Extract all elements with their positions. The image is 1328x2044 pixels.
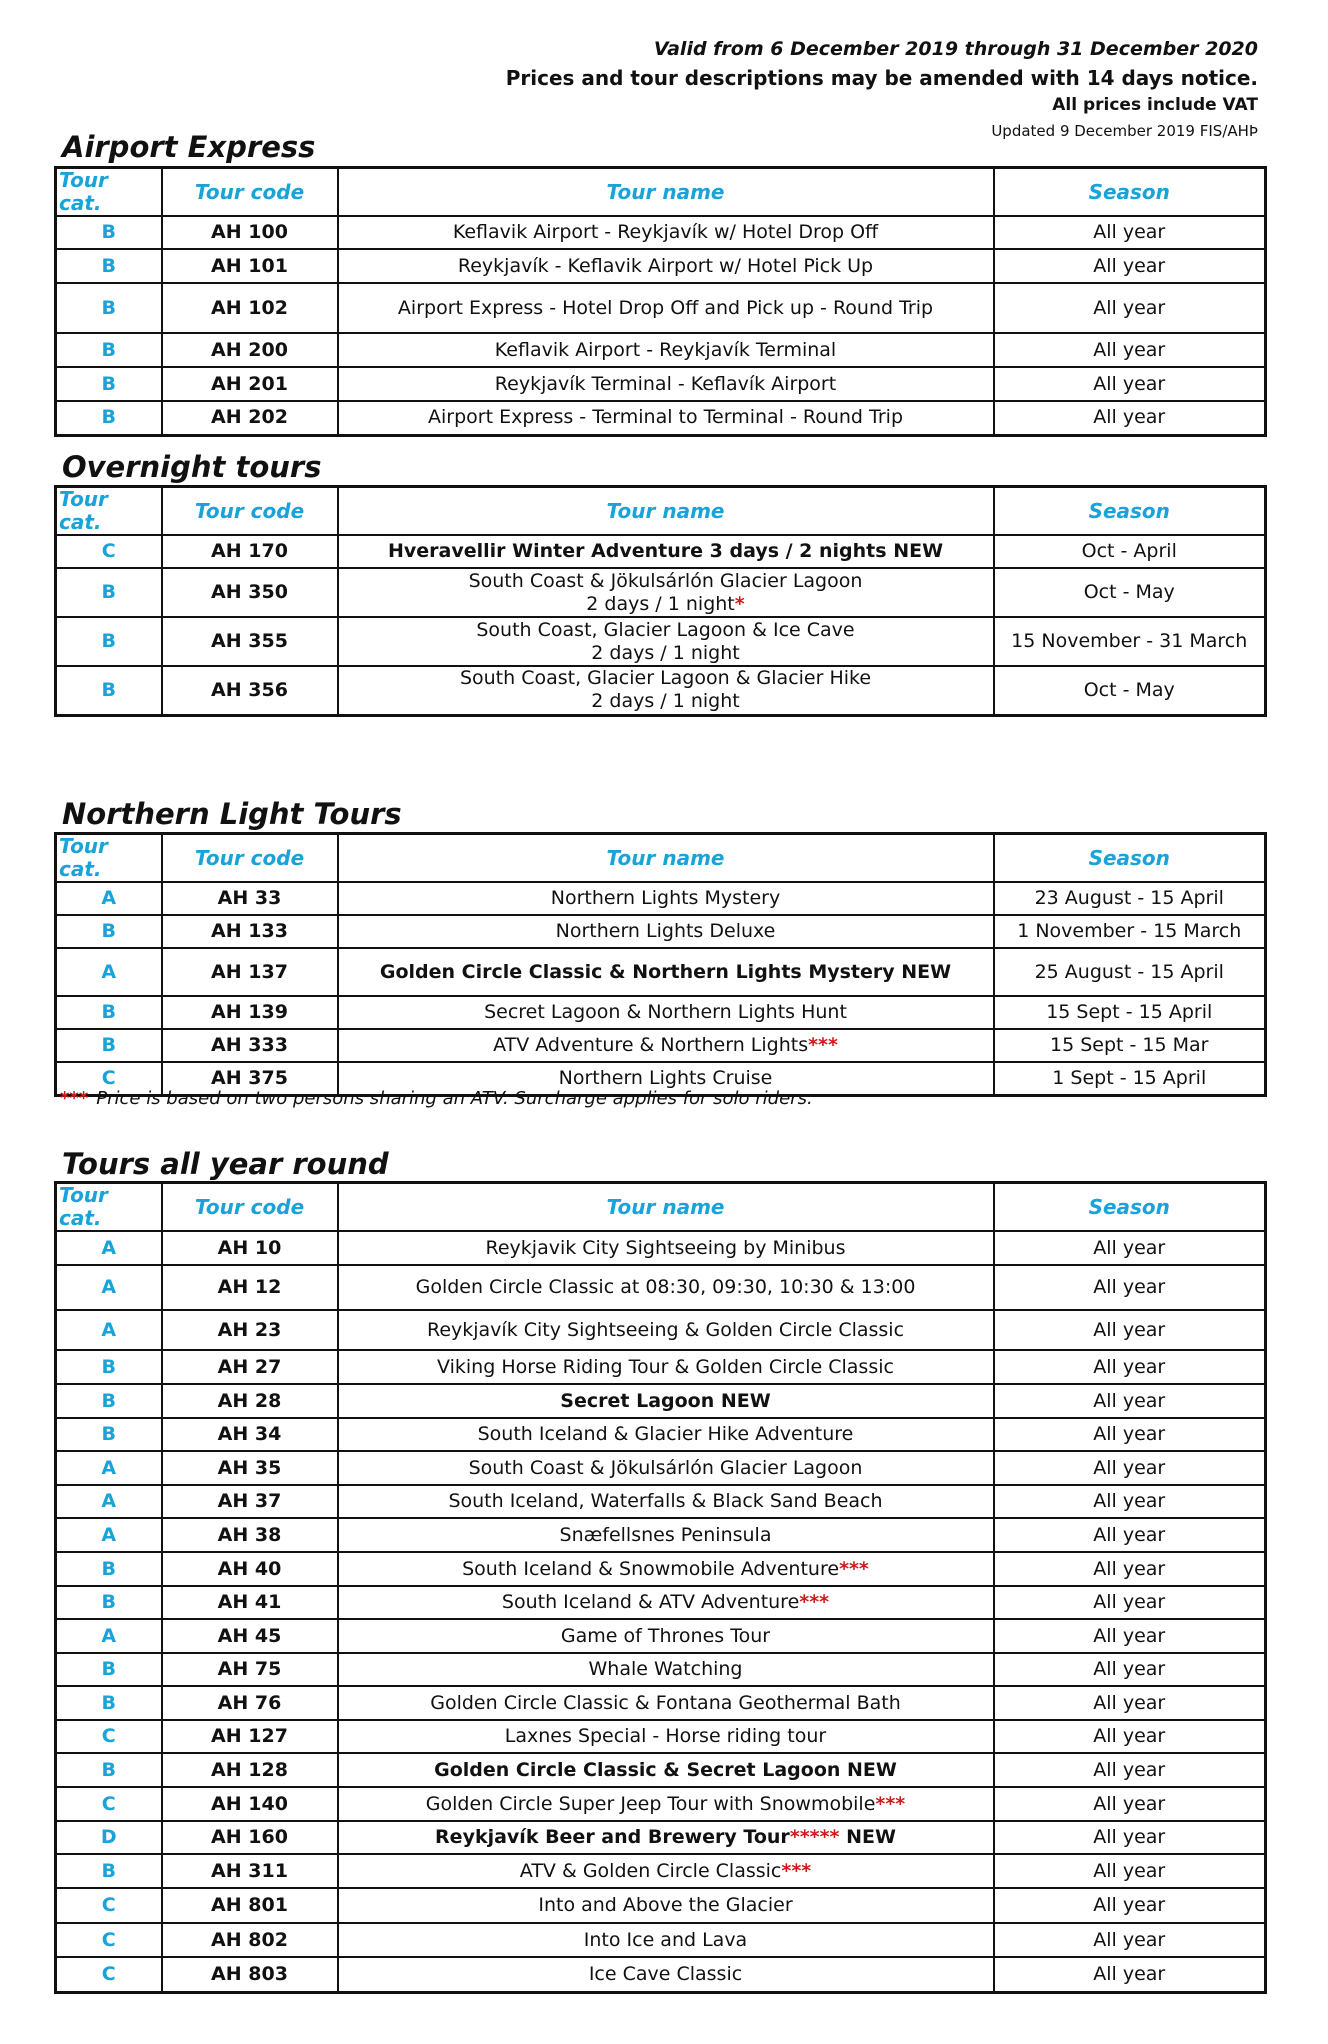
northern-light-tours-table — [54, 832, 1267, 1097]
tour-season: 15 Sept - 15 April — [994, 996, 1266, 1029]
tour-name-cell — [338, 1854, 994, 1888]
tour-code: AH 28 — [162, 1384, 338, 1418]
tour-season: All year — [994, 1485, 1266, 1518]
tour-name: ATV Adventure & Northern Lights — [493, 1034, 809, 1056]
table-row — [56, 1384, 1266, 1418]
footnote-marker: ***** — [789, 1826, 840, 1848]
tour-name: Golden Circle Super Jeep Tour with Snowmobile — [425, 1792, 876, 1815]
tour-name: Reykjavik City Sightseeing by Minibus — [338, 1231, 994, 1265]
table-row — [56, 1821, 1266, 1854]
tour-name-cell — [338, 666, 994, 715]
tour-code: AH 75 — [162, 1653, 338, 1686]
tour-code: AH 802 — [162, 1923, 338, 1957]
tour-code: AH 801 — [162, 1888, 338, 1923]
table-row — [56, 1653, 1266, 1686]
tour-category: B — [56, 1586, 162, 1619]
table-header-row — [56, 487, 1266, 536]
table-row — [56, 1619, 1266, 1653]
tour-category: B — [56, 617, 162, 666]
tour-category: C — [56, 1787, 162, 1821]
tour-duration — [343, 593, 989, 616]
section-title-tours-all-year-round: Tours all year round — [62, 1147, 389, 1181]
footnote-marker: *** — [781, 1859, 812, 1882]
tour-name: South Coast, Glacier Lagoon & Glacier Hike — [459, 667, 872, 690]
tour-name: Golden Circle Classic at 08:30, 09:30, 10:30 & 13:00 — [338, 1265, 994, 1310]
tour-season: 1 November - 15 March — [994, 915, 1266, 948]
tour-name: Into and Above the Glacier — [338, 1888, 994, 1923]
column-header-season: Season — [994, 834, 1266, 883]
tour-season: 15 Sept - 15 Mar — [994, 1029, 1266, 1062]
column-header-season: Season — [994, 487, 1266, 536]
tour-name: South Iceland & Snowmobile Adventure — [462, 1557, 840, 1580]
table-row — [56, 1586, 1266, 1619]
column-header-tour-code: Tour code — [162, 834, 338, 883]
tour-category: C — [56, 1923, 162, 1957]
tour-code: AH 140 — [162, 1787, 338, 1821]
tour-category: B — [56, 1854, 162, 1888]
tour-name: Into Ice and Lava — [338, 1923, 994, 1957]
tour-category: B — [56, 283, 162, 333]
tour-name: South Iceland & Glacier Hike Adventure — [338, 1418, 994, 1451]
tour-code: AH 34 — [162, 1418, 338, 1451]
overnight-tours-table — [54, 485, 1267, 717]
tour-name: Hveravellir Winter Adventure 3 days / 2 nights NEW — [338, 535, 994, 568]
table-row — [56, 216, 1266, 249]
tour-season: All year — [994, 1451, 1266, 1485]
table-row — [56, 617, 1266, 666]
table-row — [56, 1265, 1266, 1310]
tour-code: AH 128 — [162, 1753, 338, 1787]
tour-category: B — [56, 915, 162, 948]
tour-code: AH 35 — [162, 1451, 338, 1485]
table-row — [56, 1552, 1266, 1586]
table-row — [56, 1418, 1266, 1451]
tour-category: C — [56, 535, 162, 568]
tour-season: All year — [994, 1310, 1266, 1350]
tour-code: AH 133 — [162, 915, 338, 948]
table-row — [56, 1753, 1266, 1787]
tour-season: 25 August - 15 April — [994, 948, 1266, 996]
new-badge: NEW — [839, 1826, 896, 1848]
airport-express-table — [54, 166, 1267, 437]
tour-name: Reykjavík Terminal - Keflavík Airport — [338, 367, 994, 401]
tour-code: AH 170 — [162, 535, 338, 568]
tour-season: All year — [994, 1552, 1266, 1586]
tour-code: AH 356 — [162, 666, 338, 715]
tour-name: Viking Horse Riding Tour & Golden Circle Classic — [338, 1350, 994, 1384]
tour-code: AH 45 — [162, 1619, 338, 1653]
tour-season: All year — [994, 1231, 1266, 1265]
tour-name: South Coast & Jökulsárlón Glacier Lagoon — [338, 1451, 994, 1485]
tour-season: All year — [994, 1619, 1266, 1653]
tour-code: AH 27 — [162, 1350, 338, 1384]
tour-category: D — [56, 1821, 162, 1854]
column-header-tour-code: Tour code — [162, 487, 338, 536]
column-header-season: Season — [994, 1183, 1266, 1232]
column-header-tour-name: Tour name — [338, 487, 994, 536]
tour-category: A — [56, 1619, 162, 1653]
column-header-tour-code: Tour code — [162, 168, 338, 217]
tour-name: Whale Watching — [338, 1653, 994, 1686]
column-header-tour-name: Tour name — [338, 168, 994, 217]
tour-category: A — [56, 882, 162, 915]
tour-code: AH 127 — [162, 1720, 338, 1753]
tour-category: B — [56, 1384, 162, 1418]
tour-category: A — [56, 1265, 162, 1310]
tour-category: A — [56, 1231, 162, 1265]
table-row — [56, 333, 1266, 367]
tour-category: B — [56, 666, 162, 715]
tour-code: AH 202 — [162, 401, 338, 435]
tour-category: B — [56, 1552, 162, 1586]
tour-name-cell — [338, 617, 994, 666]
tour-name: Airport Express - Hotel Drop Off and Pick up - Round Trip — [338, 283, 994, 333]
tour-season: All year — [994, 1586, 1266, 1619]
table-row — [56, 1451, 1266, 1485]
tour-code: AH 33 — [162, 882, 338, 915]
section-title-northern-light-tours: Northern Light Tours — [62, 797, 402, 831]
tour-category: B — [56, 996, 162, 1029]
tour-duration: 2 days / 1 night — [591, 641, 740, 664]
table-row — [56, 1310, 1266, 1350]
tour-season: All year — [994, 1888, 1266, 1923]
tour-name: South Iceland, Waterfalls & Black Sand Beach — [338, 1485, 994, 1518]
tour-season: 15 November - 31 March — [994, 617, 1266, 666]
tour-category: A — [56, 948, 162, 996]
table-row — [56, 948, 1266, 996]
tour-category: B — [56, 568, 162, 617]
tour-code: AH 375 — [162, 1062, 338, 1095]
table-header-row — [56, 1183, 1266, 1232]
tour-name: Airport Express - Terminal to Terminal - Round Trip — [338, 401, 994, 435]
table-row — [56, 401, 1266, 435]
column-header-tour-cat: Tour cat. — [56, 168, 162, 217]
table-row — [56, 996, 1266, 1029]
tour-code: AH 41 — [162, 1586, 338, 1619]
tour-season: All year — [994, 249, 1266, 283]
tour-name: South Coast, Glacier Lagoon & Ice Cave — [476, 618, 855, 641]
tour-season: All year — [994, 1753, 1266, 1787]
column-header-tour-cat: Tour cat. — [56, 834, 162, 883]
tour-code: AH 350 — [162, 568, 338, 617]
tour-season: All year — [994, 333, 1266, 367]
tour-season: Oct - April — [994, 535, 1266, 568]
tour-name-cell — [338, 1586, 994, 1619]
tour-season: 1 Sept - 15 April — [994, 1062, 1266, 1095]
tour-category: B — [56, 216, 162, 249]
table-row — [56, 1787, 1266, 1821]
tour-category: B — [56, 1753, 162, 1787]
tour-name-cell — [338, 1029, 994, 1062]
tour-name-cell — [338, 1821, 994, 1854]
table-row — [56, 1029, 1266, 1062]
tour-season: All year — [994, 1418, 1266, 1451]
tour-category: B — [56, 1686, 162, 1720]
footnote-marker: *** — [808, 1034, 838, 1056]
atv-price-footnote — [60, 1088, 813, 1109]
tour-name: Ice Cave Classic — [338, 1957, 994, 1992]
validity-period: Valid from 6 December 2019 through 31 December 2020 — [653, 38, 1258, 60]
tour-code: AH 38 — [162, 1518, 338, 1552]
tour-category: C — [56, 1720, 162, 1753]
tour-name: Secret Lagoon NEW — [338, 1384, 994, 1418]
tour-code: AH 160 — [162, 1821, 338, 1854]
tour-season: All year — [994, 1923, 1266, 1957]
tour-code: AH 102 — [162, 283, 338, 333]
tour-season: All year — [994, 1686, 1266, 1720]
table-row — [56, 1854, 1266, 1888]
tour-code: AH 311 — [162, 1854, 338, 1888]
tour-name-cell — [338, 568, 994, 617]
tour-season: All year — [994, 1787, 1266, 1821]
table-row — [56, 1350, 1266, 1384]
table-row — [56, 568, 1266, 617]
tour-season: All year — [994, 283, 1266, 333]
table-row — [56, 1686, 1266, 1720]
footnote-marker: *** — [799, 1591, 830, 1613]
tour-code: AH 201 — [162, 367, 338, 401]
tour-duration-text: 2 days / 1 night — [586, 592, 735, 615]
table-row — [56, 1720, 1266, 1753]
table-row — [56, 535, 1266, 568]
footnote-marker: *** — [875, 1792, 906, 1815]
tour-category: C — [56, 1957, 162, 1992]
tour-code: AH 12 — [162, 1265, 338, 1310]
tour-category: A — [56, 1485, 162, 1518]
tour-code: AH 139 — [162, 996, 338, 1029]
tour-season: All year — [994, 216, 1266, 249]
tour-season: All year — [994, 1384, 1266, 1418]
tour-category: B — [56, 1029, 162, 1062]
table-row — [56, 1888, 1266, 1923]
tour-category: B — [56, 249, 162, 283]
tour-code: AH 355 — [162, 617, 338, 666]
tour-code: AH 76 — [162, 1686, 338, 1720]
tour-name: Reykjavík City Sightseeing & Golden Circle Classic — [338, 1310, 994, 1350]
tour-name: South Iceland & ATV Adventure — [501, 1591, 800, 1613]
tour-code: AH 333 — [162, 1029, 338, 1062]
column-header-tour-name: Tour name — [338, 834, 994, 883]
tour-season: Oct - May — [994, 568, 1266, 617]
column-header-season: Season — [994, 168, 1266, 217]
tour-season: All year — [994, 1854, 1266, 1888]
section-title-airport-express: Airport Express — [62, 130, 316, 164]
tour-code: AH 137 — [162, 948, 338, 996]
tour-category: B — [56, 333, 162, 367]
amendment-notice: Prices and tour descriptions may be amended with 14 days notice. — [505, 66, 1258, 90]
tour-code: AH 37 — [162, 1485, 338, 1518]
tour-category: C — [56, 1888, 162, 1923]
table-row — [56, 1518, 1266, 1552]
table-row — [56, 915, 1266, 948]
tour-name: Game of Thrones Tour — [338, 1619, 994, 1653]
tour-code: AH 101 — [162, 249, 338, 283]
tour-season: All year — [994, 1821, 1266, 1854]
tour-category: A — [56, 1451, 162, 1485]
footnote-marker: * — [734, 592, 745, 615]
tour-name-cell — [338, 1787, 994, 1821]
tour-category: A — [56, 1310, 162, 1350]
tour-season: All year — [994, 1720, 1266, 1753]
table-row — [56, 283, 1266, 333]
tour-name: Reykjavík Beer and Brewery Tour — [435, 1826, 790, 1848]
updated-date: Updated 9 December 2019 FIS/AHÞ — [991, 122, 1258, 140]
tour-name: Golden Circle Classic & Secret Lagoon NEW — [338, 1753, 994, 1787]
tour-code: AH 803 — [162, 1957, 338, 1992]
tour-name: Golden Circle Classic & Fontana Geothermal Bath — [338, 1686, 994, 1720]
table-header-row — [56, 168, 1266, 217]
tour-season: All year — [994, 367, 1266, 401]
tour-name: Laxnes Special - Horse riding tour — [338, 1720, 994, 1753]
tour-category: B — [56, 401, 162, 435]
tour-season: All year — [994, 1957, 1266, 1992]
vat-note: All prices include VAT — [1052, 95, 1258, 115]
footnote-text: Price is based on two persons sharing an ATV. Surcharge applies for solo riders. — [96, 1088, 813, 1109]
tour-name: Golden Circle Classic & Northern Lights Mystery NEW — [338, 948, 994, 996]
tour-code: AH 40 — [162, 1552, 338, 1586]
table-row — [56, 1485, 1266, 1518]
table-row — [56, 1957, 1266, 1992]
tour-name: Keflavik Airport - Reykjavík Terminal — [338, 333, 994, 367]
tour-name: Northern Lights Cruise — [338, 1062, 994, 1095]
tour-season: All year — [994, 401, 1266, 435]
tour-season: All year — [994, 1653, 1266, 1686]
table-row — [56, 367, 1266, 401]
tour-code: AH 23 — [162, 1310, 338, 1350]
tour-name: Keflavik Airport - Reykjavík w/ Hotel Drop Off — [338, 216, 994, 249]
tour-season: 23 August - 15 April — [994, 882, 1266, 915]
tour-duration: 2 days / 1 night — [591, 690, 740, 713]
tour-season: All year — [994, 1518, 1266, 1552]
tour-category: B — [56, 367, 162, 401]
tour-season: Oct - May — [994, 666, 1266, 715]
column-header-tour-cat: Tour cat. — [56, 487, 162, 536]
table-row — [56, 249, 1266, 283]
table-row — [56, 1923, 1266, 1957]
tour-name: South Coast & Jökulsárlón Glacier Lagoon — [468, 569, 863, 592]
tour-name: Secret Lagoon & Northern Lights Hunt — [338, 996, 994, 1029]
tour-name-cell — [338, 1552, 994, 1586]
tour-name: Northern Lights Mystery — [338, 882, 994, 915]
table-header-row — [56, 834, 1266, 883]
tour-code: AH 200 — [162, 333, 338, 367]
column-header-tour-name: Tour name — [338, 1183, 994, 1232]
tour-name: Snæfellsnes Peninsula — [338, 1518, 994, 1552]
tour-season: All year — [994, 1350, 1266, 1384]
tour-category: B — [56, 1350, 162, 1384]
table-row — [56, 882, 1266, 915]
footnote-marker: *** — [60, 1088, 89, 1109]
tours-all-year-table — [54, 1181, 1267, 1994]
tour-name: Northern Lights Deluxe — [338, 915, 994, 948]
tour-name: Reykjavík - Keflavik Airport w/ Hotel Pick Up — [338, 249, 994, 283]
tour-code: AH 10 — [162, 1231, 338, 1265]
tour-season: All year — [994, 1265, 1266, 1310]
table-row — [56, 1231, 1266, 1265]
column-header-tour-cat: Tour cat. — [56, 1183, 162, 1232]
tour-category: B — [56, 1418, 162, 1451]
tour-name: ATV & Golden Circle Classic — [519, 1859, 782, 1882]
table-row — [56, 666, 1266, 715]
tour-category: C — [56, 1062, 162, 1095]
section-title-overnight-tours: Overnight tours — [62, 450, 322, 484]
tour-category: B — [56, 1653, 162, 1686]
column-header-tour-code: Tour code — [162, 1183, 338, 1232]
tour-code: AH 100 — [162, 216, 338, 249]
tour-category: A — [56, 1518, 162, 1552]
footnote-marker: *** — [839, 1557, 869, 1580]
